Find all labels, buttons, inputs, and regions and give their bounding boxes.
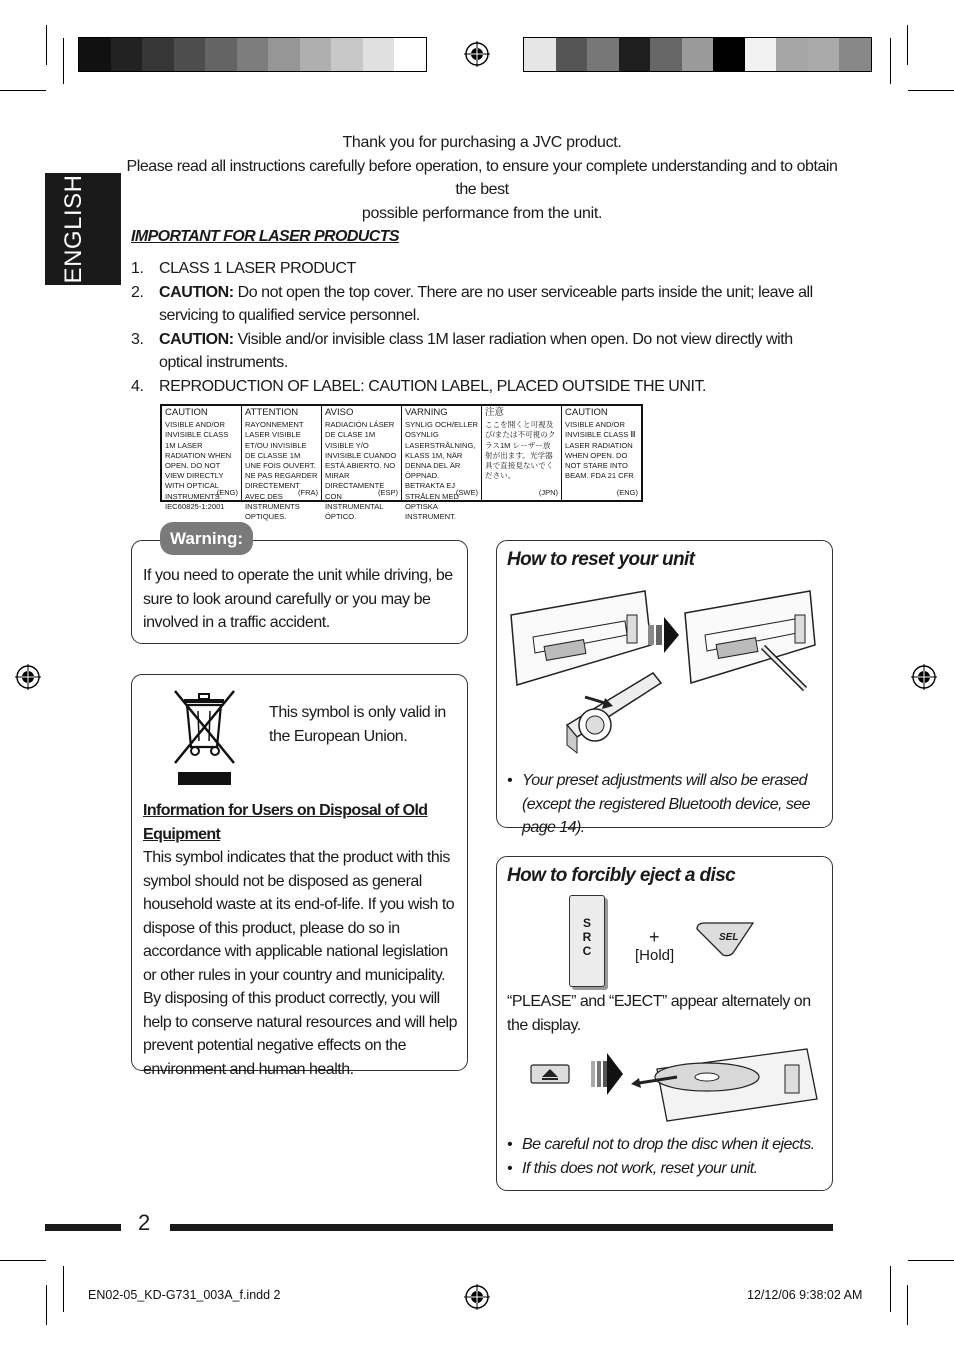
color-swatch <box>300 38 332 71</box>
list-text: CLASS 1 LASER PRODUCT <box>159 260 356 277</box>
label-lang: (FRA) <box>298 487 318 497</box>
registration-mark-icon <box>911 664 937 690</box>
list-text: REPRODUCTION OF LABEL: CAUTION LABEL, PLACED OUTSIDE THE UNIT. <box>159 377 707 395</box>
bullet-icon: • <box>507 1136 513 1153</box>
disc-eject-illustration <box>527 1039 822 1134</box>
label-lang: (ENG) <box>216 487 238 497</box>
crop-mark <box>908 1260 954 1261</box>
warning-text: If you need to operate the unit while driving, be sure to look around carefully or you may be involved in a traffic accident. <box>143 567 453 631</box>
eject-display-text: “PLEASE” and “EJECT” appear alternately on the display. <box>507 993 811 1034</box>
list-bold: CAUTION: <box>159 283 234 301</box>
color-swatch <box>331 38 363 71</box>
crossed-bin-icon <box>170 685 240 785</box>
reset-note-text: Your preset adjustments will also be erased (except the registered Bluetooth device, see page 14). <box>522 772 810 836</box>
plus-sign: + <box>649 927 660 947</box>
reset-title: How to reset your unit <box>507 549 695 570</box>
slug-file: EN02-05_KD-G731_003A_f.indd 2 <box>88 1288 281 1302</box>
footer-rule <box>45 1224 121 1231</box>
color-swatch <box>713 38 745 71</box>
color-swatch <box>111 38 143 71</box>
list-number: 4. <box>131 377 144 395</box>
sel-button-label: SEL <box>719 932 739 943</box>
src-button-icon <box>569 895 605 987</box>
label-column <box>482 406 562 500</box>
color-swatch <box>394 38 426 71</box>
color-swatch <box>839 38 871 71</box>
label-lang: (SWE) <box>455 487 478 497</box>
crop-mark <box>46 25 47 65</box>
eject-notes <box>507 1133 825 1180</box>
color-swatch <box>776 38 808 71</box>
eject-title: How to forcibly eject a disc <box>507 865 736 886</box>
hold-label: [Hold] <box>635 947 675 964</box>
label-body: SYNLIG OCH/ELLER OSYNLIG LASERSTRÅLNING, KLASS 1M, NÄR DENNA DEL ÄR ÖPPNAD. BETRAKTA EJ STRÅLEN MED OPTISKA INSTRUMENT. <box>405 420 479 522</box>
label-heading: ATTENTION <box>245 407 299 418</box>
color-swatch <box>524 38 556 71</box>
color-swatch <box>363 38 395 71</box>
footer-rule <box>170 1224 833 1231</box>
crop-mark <box>907 25 908 65</box>
crop-mark <box>0 1260 46 1261</box>
reset-illustration <box>505 585 827 755</box>
list-number: 1. <box>131 260 144 277</box>
color-swatch <box>650 38 682 71</box>
label-heading: CAUTION <box>565 407 608 418</box>
crop-mark <box>0 90 46 91</box>
color-swatch <box>808 38 840 71</box>
bullet-icon: • <box>507 772 513 789</box>
slug-date: 12/12/06 9:38:02 AM <box>747 1288 863 1302</box>
reset-box <box>496 540 833 836</box>
label-heading: 注意 <box>485 407 505 418</box>
registration-mark-icon <box>464 1284 490 1310</box>
label-body: VISIBLE AND/OR INVISIBLE CLASS Ⅲ LASER RADIATION WHEN OPEN. DO NOT STARE INTO BEAM. FDA 21 CFR <box>565 420 636 481</box>
label-column <box>242 406 322 522</box>
registration-mark-icon <box>464 41 490 67</box>
laser-heading: IMPORTANT FOR LASER PRODUCTS <box>131 228 399 245</box>
color-swatch <box>682 38 714 71</box>
color-swatch <box>142 38 174 71</box>
eject-note: If this does not work, reset your unit. <box>522 1159 758 1177</box>
disposal-text: This symbol indicates that the product with this symbol should not be disposed as general household waste at its end-of-life. If you wish to dispose of this product, please do so in accordance with applicable national legislation or other rules in your country and municipality. By disposing of this product correctly, you will help to conserve natural resources and will help prevent potential negative effects on the environment and human health. <box>143 849 457 1078</box>
list-number: 3. <box>131 330 144 348</box>
reset-note <box>507 769 825 840</box>
label-lang: (ENG) <box>616 487 638 497</box>
list-item <box>131 328 831 375</box>
color-swatch <box>619 38 651 71</box>
intro-text <box>120 131 844 225</box>
list-text: Visible and/or invisible class 1M laser radiation when open. Do not view directly with optical instruments. <box>159 330 793 371</box>
label-column <box>322 406 402 522</box>
eject-box <box>496 856 833 1191</box>
grayscale-bar-right <box>523 37 872 72</box>
eu-symbol-note: This symbol is only valid in the European Union. <box>269 704 446 745</box>
warning-box <box>131 540 468 644</box>
label-body: RADIACIÓN LÁSER DE CLASE 1M VISIBLE Y/O INVISIBLE CUANDO ESTÁ ABIERTO. NO MIRAR DIRECTAMENTE CON INSTRUMENTAL ÓPTICO. <box>325 420 397 522</box>
list-item <box>507 1157 825 1181</box>
label-body: VISIBLE AND/OR INVISIBLE CLASS 1M LASER RADIATION WHEN OPEN. DO NOT VIEW DIRECTLY WITH OPTICAL INSTRUMENTS. IEC60825-1:2001 <box>165 420 232 511</box>
disposal-box <box>131 674 468 1078</box>
list-text: Do not open the top cover. There are no user serviceable parts inside the unit; leave all servicing to qualified service personnel. <box>159 283 813 324</box>
label-heading: VARNING <box>405 407 448 418</box>
bullet-icon: • <box>507 1159 513 1177</box>
list-bold: CAUTION: <box>159 330 234 348</box>
warning-tag: Warning: <box>160 522 253 555</box>
crop-mark <box>890 38 891 84</box>
label-body: RAYONNEMENT LASER VISIBLE ET/OU INVISIBLE DE CLASSE 1M UNE FOIS OUVERT. NE PAS REGARDER DIRECTEMENT AVEC DES INSTRUMENTS OPTIQUES. <box>245 420 318 522</box>
page-number: 2 <box>138 1210 151 1235</box>
src-button-label: SRC <box>582 916 592 958</box>
color-swatch <box>79 38 111 71</box>
registration-mark-icon <box>15 664 41 690</box>
crop-mark <box>890 1266 891 1312</box>
intro-line: possible performance from the unit. <box>361 204 603 222</box>
color-swatch <box>205 38 237 71</box>
color-swatch <box>237 38 269 71</box>
list-number: 2. <box>131 283 144 301</box>
label-lang: (JPN) <box>538 487 558 497</box>
grayscale-bar-left <box>78 37 427 72</box>
label-lang: (ESP) <box>377 487 398 497</box>
list-item <box>131 375 831 399</box>
color-swatch <box>587 38 619 71</box>
label-heading: CAUTION <box>165 407 208 418</box>
label-heading: AVISO <box>325 407 354 418</box>
crop-mark <box>908 90 954 91</box>
color-swatch <box>174 38 206 71</box>
list-item <box>507 1133 825 1157</box>
list-item <box>131 257 831 281</box>
disposal-heading: Information for Users on Disposal of Old Equipment <box>143 802 428 843</box>
crop-mark <box>46 1285 47 1325</box>
color-swatch <box>268 38 300 71</box>
crop-mark <box>63 1266 64 1312</box>
color-swatch <box>745 38 777 71</box>
laser-list <box>131 257 831 398</box>
label-column <box>162 406 242 511</box>
eject-note: Be careful not to drop the disc when it ejects. <box>522 1136 815 1153</box>
label-column <box>562 406 641 500</box>
intro-line: Please read all instructions carefully before operation, to ensure your complete understanding and to obtain the best <box>126 157 838 198</box>
label-body: ここを開くと可視及び/または不可視のクラス1M レーザー放射が出ます。光学器具で直接見ないでください。 <box>485 420 556 481</box>
color-swatch <box>556 38 588 71</box>
language-tab-label: ENGLISH <box>60 174 87 284</box>
laser-caution-label <box>160 404 643 522</box>
crop-mark <box>907 1285 908 1325</box>
crop-mark <box>63 38 64 84</box>
list-item <box>131 281 831 328</box>
intro-line: Thank you for purchasing a JVC product. <box>342 134 622 151</box>
label-column <box>402 406 482 522</box>
